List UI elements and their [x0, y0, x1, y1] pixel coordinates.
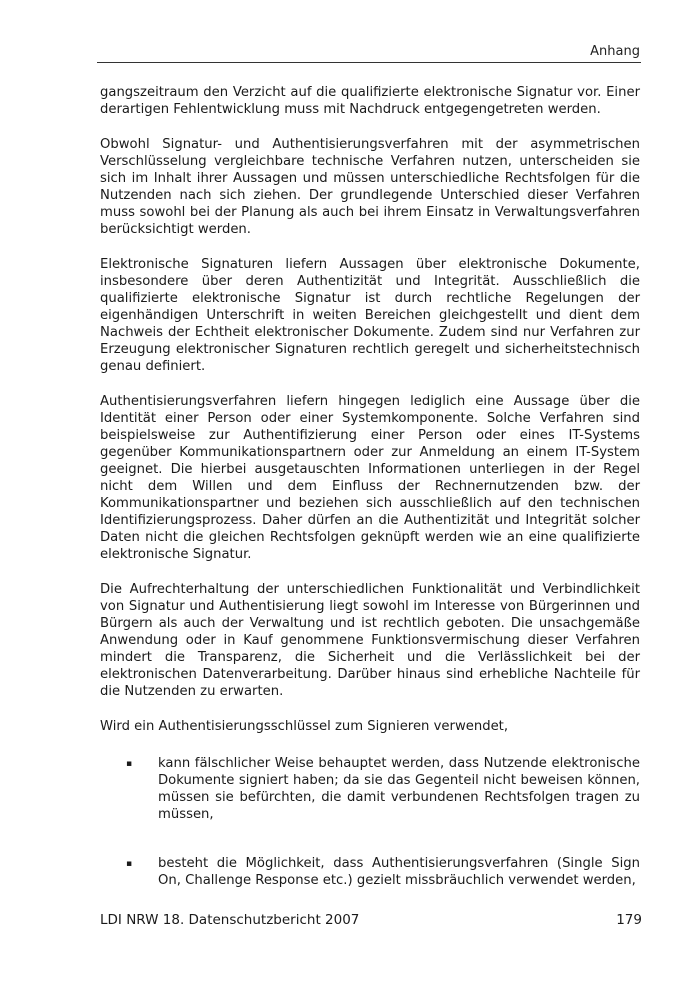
bullet-square-icon: ▪ [126, 859, 133, 869]
list-item [126, 855, 640, 889]
publication-title: LDI NRW 18. Datenschutzbericht 2007 [100, 912, 360, 928]
list-item [126, 755, 640, 823]
paragraph: Die Aufrechterhaltung der unterschiedlichen Funktionalität und Verbindlichkeit von Signatur und Authentisierung liegt sowohl im Interesse von Bürgerinnen und Bürgern als auch der Verwaltung und ist rechtlich geboten. Die unsachgemäße Anwendung oder in Kauf genommene Funktionsvermischung dieser Verfahren mindert die Transparenz, die Sicherheit und die Verlässlichkeit bei der elektronischen Datenverarbeitung. Darüber hinaus sind erhebliche Nachteile für die Nutzenden zu erwarten. [100, 582, 640, 699]
list-item-text: besteht die Möglichkeit, dass Authentisierungsverfahren (Single Sign On, Challenge Response etc.) gezielt missbräuchlich verwendet werden, [158, 856, 640, 888]
page-number: 179 [616, 912, 642, 928]
list-item-text: kann fälschlicher Weise behauptet werden, dass Nutzende elektronische Dokumente signiert haben; da sie das Gegenteil nicht beweisen können, müssen sie befürchten, die damit verbundenen Rechtsfolgen tragen zu müssen, [158, 756, 640, 822]
paragraph: Elektronische Signaturen liefern Aussagen über elektronische Dokumente, insbesondere über deren Authentizität und Integrität. Ausschließlich die qualifizierte elektronische Signatur ist durch rechtliche Regelungen der eigenhändigen Unterschrift in weiten Bereichen gleichgestellt und dient dem Nachweis der Echtheit elektronischer Dokumente. Zudem sind nur Verfahren zur Erzeugung elektronischer Signaturen rechtlich geregelt und sicherheitstechnisch genau definiert. [100, 257, 640, 374]
paragraph: gangszeitraum den Verzicht auf die qualifizierte elektronische Signatur vor. Einer derartigen Fehlentwicklung muss mit Nachdruck entgegengetreten werden. [100, 85, 640, 117]
header-divider [97, 62, 641, 63]
section-label: Anhang [590, 44, 640, 59]
bullet-square-icon: ▪ [126, 759, 133, 769]
body-text [100, 84, 640, 921]
paragraph: Authentisierungsverfahren liefern hingegen lediglich eine Aussage über die Identität einer Person oder einer Systemkomponente. Solche Verfahren sind beispielsweise zur Authentifizierung einer Person oder eines IT-Systems gegenüber Kommunikationspartnern oder zur Anmeldung an einem IT-System geeignet. Die hierbei ausgetauschten Informationen unterliegen in der Regel nicht dem Willen und dem Einfluss der Rechnernutzenden bzw. der Kommunikationspartner und beziehen sich ausschließlich auf den technischen Identifizierungsprozess. Daher dürfen an die Authentizität und Integrität solcher Daten nicht die gleichen Rechtsfolgen geknüpft werden wie an eine qualifizierte elektronische Signatur. [100, 394, 640, 562]
paragraph: Obwohl Signatur- und Authentisierungsverfahren mit der asymmetrischen Verschlüsselung vergleichbare technische Verfahren nutzen, unterscheiden sie sich im Inhalt ihrer Aussagen und müssen unterschiedliche Rechtsfolgen für die Nutzenden nach sich ziehen. Der grundlegende Unterschied dieser Verfahren muss sowohl bei der Planung als auch bei ihrem Einsatz in Verwaltungsverfahren berücksichtigt werden. [100, 137, 640, 237]
list-intro: Wird ein Authentisierungsschlüssel zum Signieren verwendet, [100, 719, 509, 734]
